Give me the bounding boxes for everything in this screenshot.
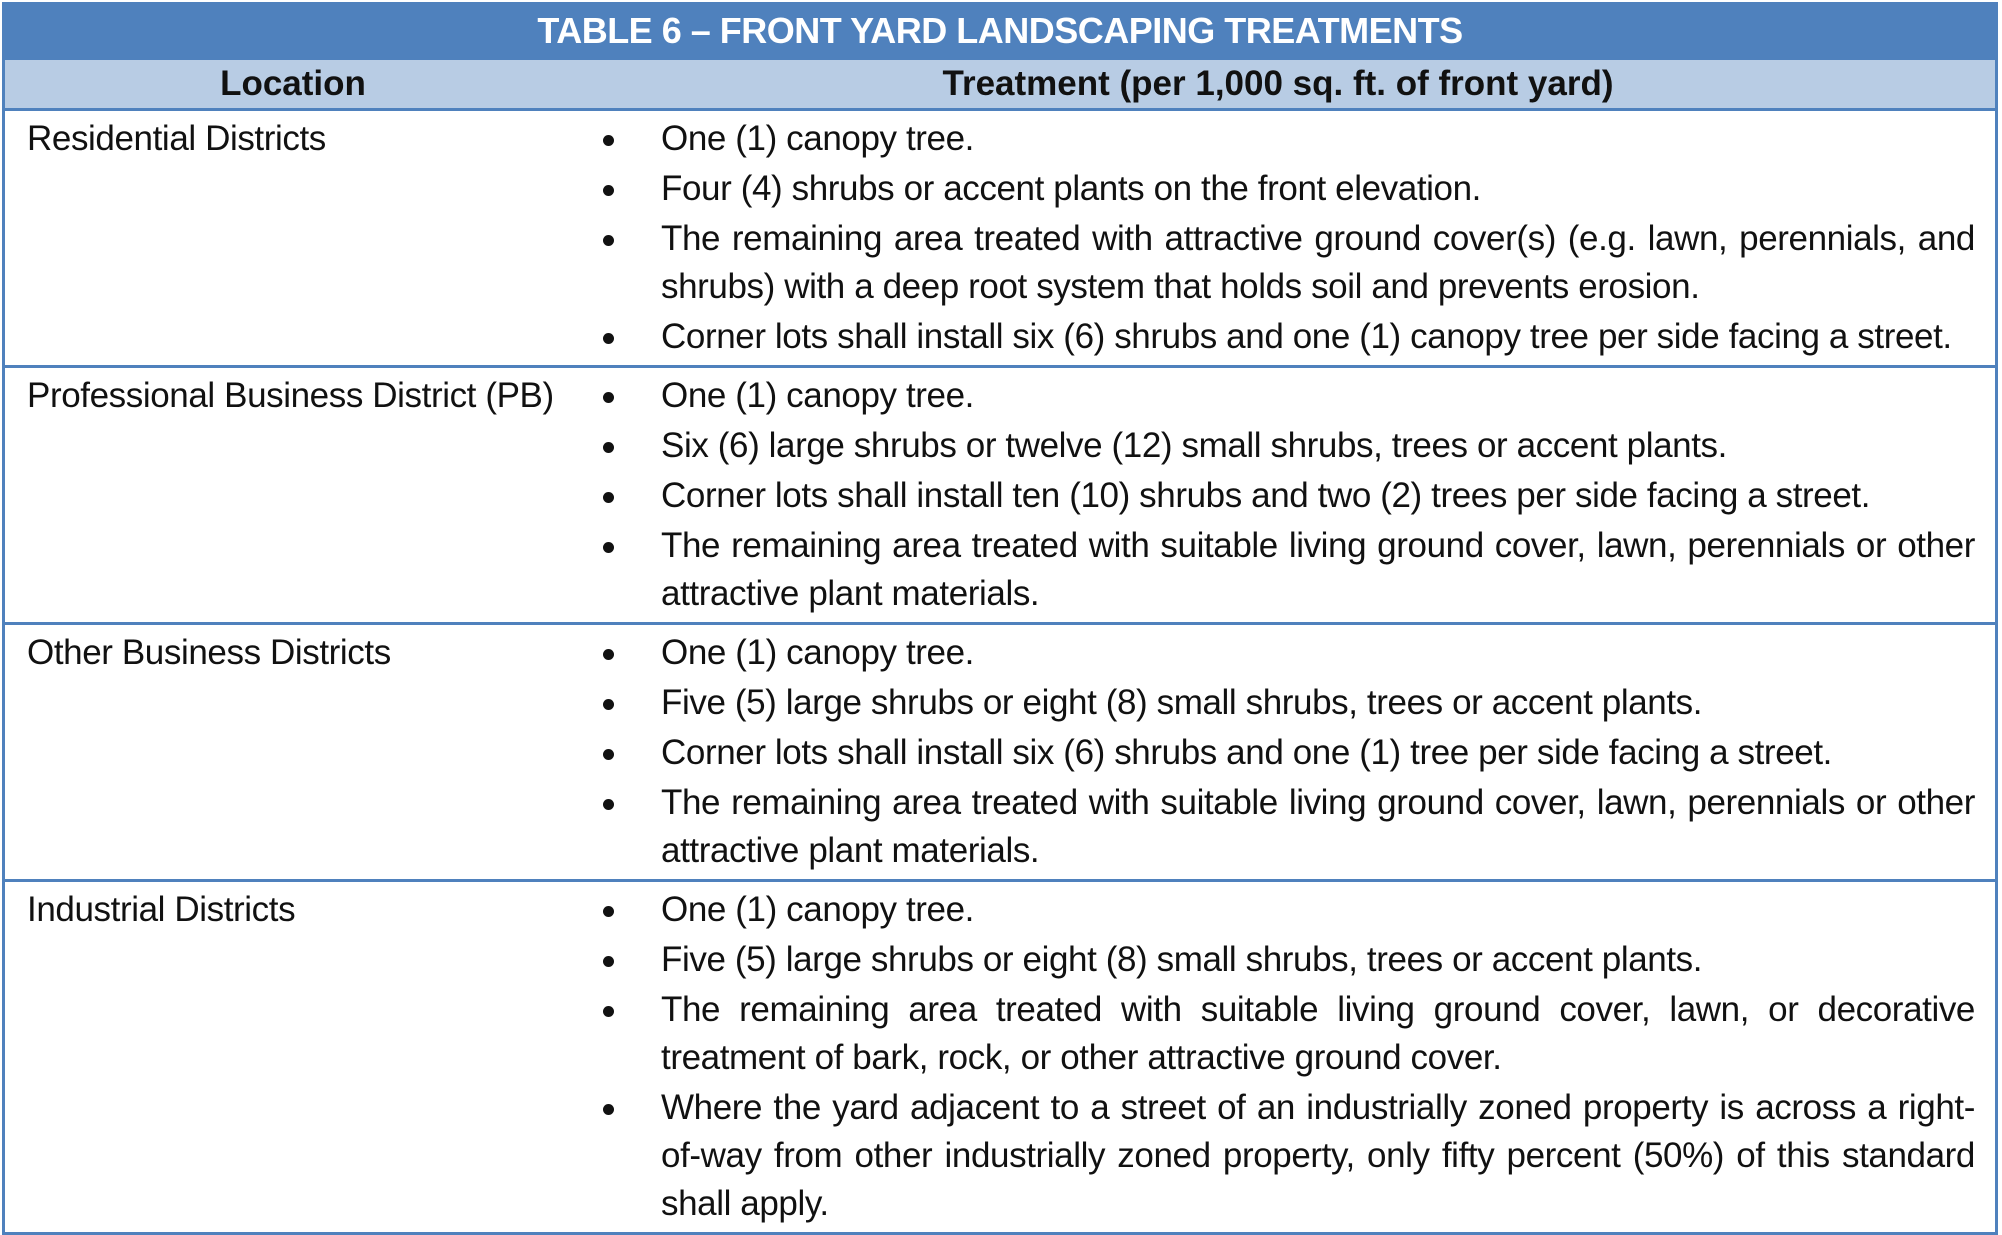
treatment-text: One (1) canopy tree.	[661, 633, 974, 672]
location-cell: Residential Districts	[27, 119, 326, 158]
bullet-icon	[603, 542, 614, 553]
treatment-list	[581, 115, 1995, 361]
bullet-icon	[603, 906, 614, 917]
treatment-list	[581, 372, 1995, 618]
treatment-item	[581, 1084, 1995, 1228]
treatment-text: One (1) canopy tree.	[661, 890, 974, 929]
treatment-list	[581, 886, 1995, 1228]
treatment-text: Corner lots shall install six (6) shrubs and one (1) canopy tree per side facing a street.	[661, 317, 1952, 356]
bullet-icon	[603, 235, 614, 246]
bullet-icon	[603, 649, 614, 660]
treatment-text: Five (5) large shrubs or eight (8) small shrubs, trees or accent plants.	[661, 940, 1703, 979]
treatment-text: Corner lots shall install ten (10) shrubs and two (2) trees per side facing a street.	[661, 476, 1871, 515]
table-row-residential	[5, 108, 1995, 365]
treatment-list	[581, 629, 1995, 875]
treatment-text: One (1) canopy tree.	[661, 119, 974, 158]
header-treatment: Treatment (per 1,000 sq. ft. of front yard)	[942, 64, 1614, 103]
treatment-cell	[581, 625, 1995, 879]
bullet-icon	[603, 333, 614, 344]
location-cell: Professional Business District (PB)	[27, 376, 554, 415]
treatment-item	[581, 372, 1995, 420]
bullet-icon	[603, 1006, 614, 1017]
table-title: TABLE 6 – FRONT YARD LANDSCAPING TREATMENTS	[5, 5, 1995, 57]
treatment-item	[581, 986, 1995, 1082]
treatment-text: The remaining area treated with suitable living ground cover, lawn, or decorative treatment of bark, rock, or other attractive ground cover.	[661, 990, 1975, 1077]
treatment-item	[581, 472, 1995, 520]
treatment-cell	[581, 368, 1995, 622]
bullet-icon	[603, 392, 614, 403]
treatment-text: The remaining area treated with suitable living ground cover, lawn, perennials or other attractive plant materials.	[661, 783, 1975, 870]
treatment-item	[581, 522, 1995, 618]
bullet-icon	[603, 956, 614, 967]
bullet-icon	[603, 799, 614, 810]
bullet-icon	[603, 492, 614, 503]
treatment-item	[581, 115, 1995, 163]
treatment-text: Where the yard adjacent to a street of an industrially zoned property is across a right-of-way from other industrially zoned property, only fifty percent (50%) of this standard shall apply.	[661, 1088, 1975, 1223]
treatment-text: Four (4) shrubs or accent plants on the front elevation.	[661, 169, 1481, 208]
treatment-item	[581, 886, 1995, 934]
treatment-item	[581, 313, 1995, 361]
table-row-industrial	[5, 879, 1995, 1232]
treatment-item	[581, 729, 1995, 777]
location-cell: Other Business Districts	[27, 633, 391, 672]
treatment-item	[581, 779, 1995, 875]
treatment-text: The remaining area treated with suitable living ground cover, lawn, perennials or other attractive plant materials.	[661, 526, 1975, 613]
treatment-cell	[581, 111, 1995, 365]
treatment-item	[581, 629, 1995, 677]
treatment-item	[581, 422, 1995, 470]
table-row-other-business	[5, 622, 1995, 879]
treatment-item	[581, 215, 1995, 311]
treatment-text: One (1) canopy tree.	[661, 376, 974, 415]
table-row-professional-business	[5, 365, 1995, 622]
bullet-icon	[603, 749, 614, 760]
treatment-text: Five (5) large shrubs or eight (8) small shrubs, trees or accent plants.	[661, 683, 1703, 722]
header-location: Location	[220, 64, 366, 103]
treatment-text: Six (6) large shrubs or twelve (12) small shrubs, trees or accent plants.	[661, 426, 1727, 465]
bullet-icon	[603, 699, 614, 710]
treatment-text: Corner lots shall install six (6) shrubs and one (1) tree per side facing a street.	[661, 733, 1832, 772]
bullet-icon	[603, 1104, 614, 1115]
treatment-text: The remaining area treated with attractive ground cover(s) (e.g. lawn, perennials, and shrubs) with a deep root system that holds soil and prevents erosion.	[661, 219, 1975, 306]
treatment-item	[581, 165, 1995, 213]
treatment-cell	[581, 882, 1995, 1232]
treatment-item	[581, 936, 1995, 984]
treatment-item	[581, 679, 1995, 727]
landscaping-table	[2, 2, 1998, 1235]
bullet-icon	[603, 185, 614, 196]
bullet-icon	[603, 135, 614, 146]
bullet-icon	[603, 442, 614, 453]
location-cell: Industrial Districts	[27, 890, 296, 929]
table-header-row	[5, 57, 1995, 108]
